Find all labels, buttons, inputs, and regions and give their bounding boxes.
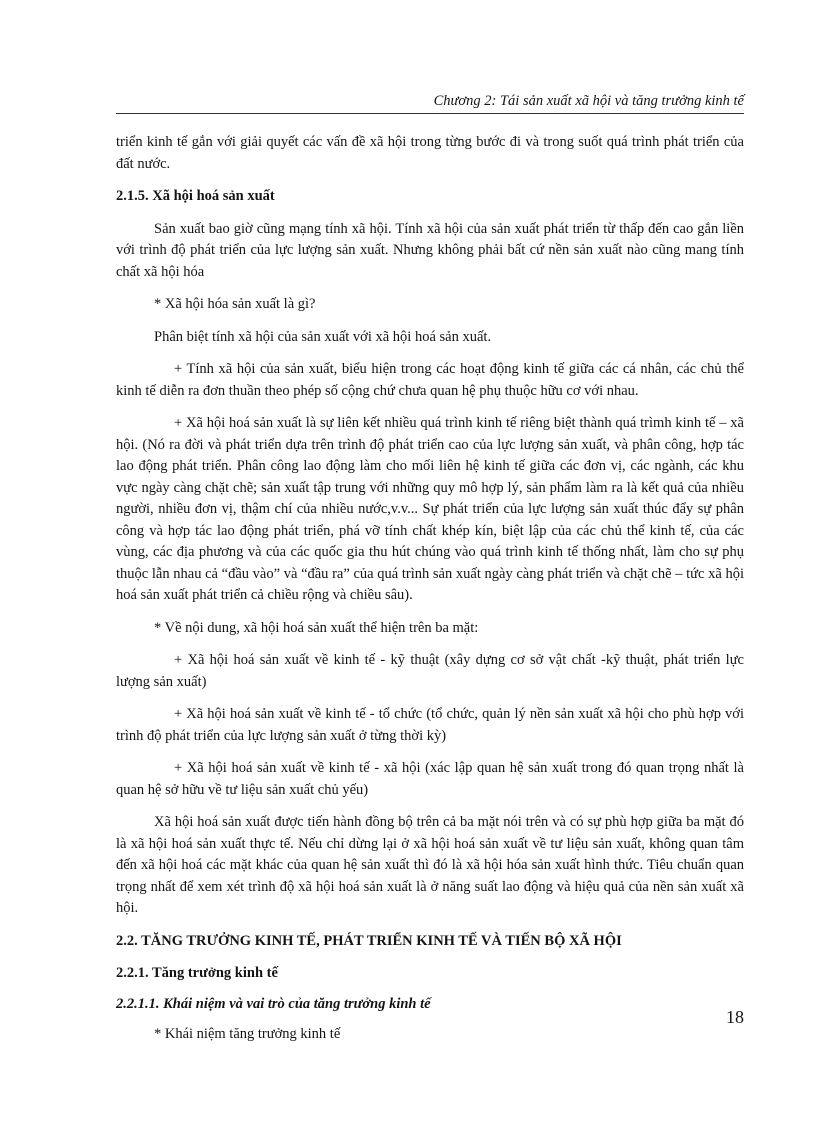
paragraph-aspect-organizational: + Xã hội hoá sản xuất về kinh tế - tổ chức (tổ chức, quản lý nền sản xuất xã hội cho phù hợp với trình độ phát triển của lực lượng sản xuất ở từng thời kỳ) (116, 706, 744, 744)
paragraph-content-three-aspects: * Về nội dung, xã hội hoá sản xuất thể hiện trên ba mặt: (154, 619, 479, 636)
section-heading-2-1-5: 2.1.5. Xã hội hoá sản xuất (116, 188, 275, 204)
running-header: Chương 2: Tái sản xuất xã hội và tăng trưởng kinh tế (116, 93, 744, 114)
paragraph-social-nature-point: + Tính xã hội của sản xuất, biểu hiện trong các hoạt động kinh tế giữa các cá nhân, các chủ thể kinh tế diễn ra đơn thuần theo phép số cộng chứ chưa quan hệ phụ thuộc hữu cơ với nhau. (116, 361, 744, 399)
paragraph-intro: triển kinh tế gắn với giải quyết các vấn đề xã hội trong từng bước đi và trong suốt quá trình phát triển của đất nước. (116, 134, 744, 172)
paragraph-aspect-social: + Xã hội hoá sản xuất về kinh tế - xã hội (xác lập quan hệ sản xuất trong đó quan trọng nhất là quan hệ sở hữu về tư liệu sản xuất chủ yếu) (116, 760, 744, 798)
section-heading-2-2: 2.2. TĂNG TRƯỞNG KINH TẾ, PHÁT TRIỂN KINH TẾ VÀ TIẾN BỘ XÃ HỘI (116, 932, 622, 949)
page-body (116, 132, 744, 1046)
paragraph-social-nature: Sản xuất bao giờ cũng mạng tính xã hội. Tính xã hội của sản xuất phát triển từ thấp đến cao gắn liền với trình độ phát triển của lực lượng sản xuất. Nhưng không phải bất cứ nền sản xuất nào cũng mang tính chất xã hội hóa (116, 220, 744, 280)
paragraph-question: * Xã hội hóa sản xuất là gì? (154, 296, 316, 312)
page-number: 18 (726, 1007, 744, 1027)
section-heading-2-2-1-1: 2.2.1.1. Khái niệm và vai trò của tăng trưởng kinh tế (116, 995, 431, 1012)
section-heading-2-2-1: 2.2.1. Tăng trưởng kinh tế (116, 965, 278, 981)
paragraph-socialization-point: + Xã hội hoá sản xuất là sự liên kết nhiều quá trình kinh tế riêng biệt thành quá trìmh kinh tế – xã hội. (Nó ra đời và phát triển dựa trên trình độ phát triển cao của lực lượng sản xuất, và phân công, hợp tác lao động phát triển. Phân công lao động làm cho mối liên hệ kinh tế giữa các đơn vị, các ngành, các khu vực ngày càng chặt chẽ; sản xuất tập trung với những quy mô hợp lý, sản phẩm làm ra là kết quả của nhiều người, nhiều đơn vị, thậm chí của nhiều nước,v.v... Sự phát triển của lực lượng sản xuất thúc đẩy sự phân công và hợp tác lao động phát triển, phá vỡ tính chất khép kín, biệt lập của các chủ thể kinh tế, của các vùng, các địa phương và của các quốc gia thu hút chúng vào quá trình kinh tế thống nhất, làm cho sự phụ thuộc lẫn nhau cả “đầu vào” và “đầu ra” của quá trình sản xuất ngày càng phát triển và chặt chẽ – tức xã hội hoá sản xuất phát triển cả chiều rộng và chiều sâu). (116, 415, 744, 603)
paragraph-aspect-technical: + Xã hội hoá sản xuất về kinh tế - kỹ thuật (xây dựng cơ sở vật chất -kỹ thuật, phát triển lực lượng sản xuất) (116, 652, 744, 690)
paragraph-distinguish: Phân biệt tính xã hội của sản xuất với xã hội hoá sản xuất. (154, 328, 492, 345)
paragraph-synchronous: Xã hội hoá sản xuất được tiến hành đồng bộ trên cả ba mặt nói trên và có sự phù hợp giữa ba mặt đó là xã hội hoá sản xuất thực tế. Nếu chỉ dừng lại ở xã hội hoá sản xuất về tư liệu sản xuất, không quan tâm đến xã hội hoá các mặt khác của quan hệ sản xuất thì đó là xã hội hóa sản xuất hình thức. Tiêu chuẩn quan trọng nhất để xem xét trình độ xã hội hoá sản xuất là ở năng suất lao động và hiệu quả của nền sản xuất xã hội. (116, 814, 744, 916)
paragraph-growth-concept: * Khái niệm tăng trưởng kinh tế (154, 1026, 341, 1042)
